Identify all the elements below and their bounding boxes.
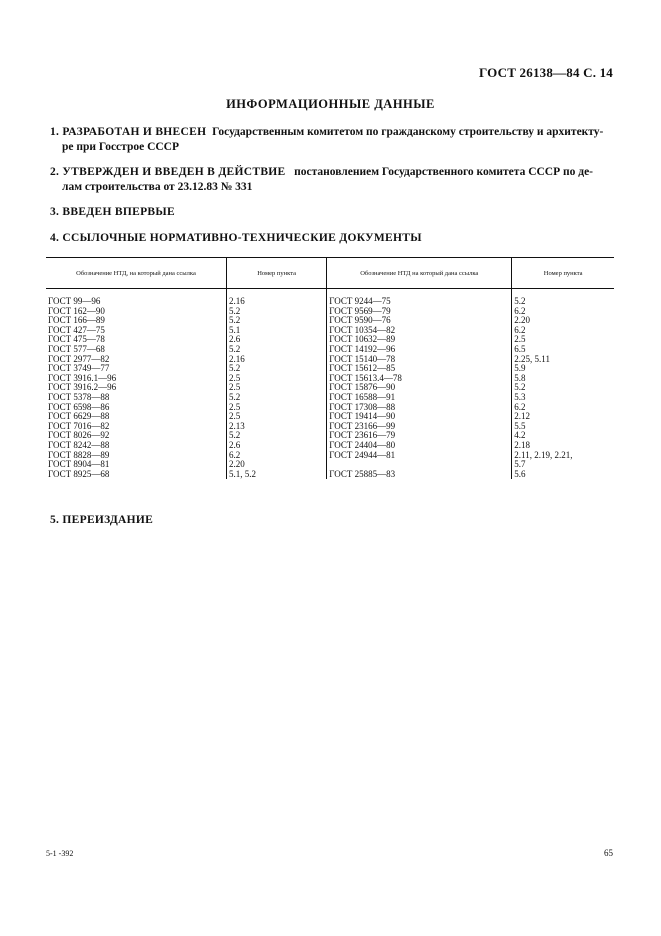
doc-designation-right-cell: ГОСТ 19414—90 <box>327 412 512 422</box>
table-header-row <box>46 258 614 289</box>
doc-designation-right-cell: ГОСТ 17308—88 <box>327 403 512 413</box>
table-row <box>46 470 614 480</box>
clause-number-right-cell: 5.6 <box>514 468 526 479</box>
doc-designation-left-cell: ГОСТ 7016—82 <box>46 422 226 432</box>
doc-designation-left-cell: ГОСТ 99—96 <box>46 289 226 307</box>
clause-number-right-cell: 5.2 <box>514 296 526 306</box>
doc-designation-right-cell: ГОСТ 23166—99 <box>327 422 512 432</box>
doc-designation-left-cell: ГОСТ 8242—88 <box>46 441 226 451</box>
clause-number-right-cell: 6.2 <box>514 401 526 412</box>
clause-number-left-cell: 2.5 <box>226 403 326 413</box>
doc-designation-left-cell: ГОСТ 8904—81 <box>46 460 226 470</box>
doc-designation-right-cell: ГОСТ 24944—81 <box>327 451 512 461</box>
page-number: 65 <box>604 848 613 858</box>
clause-number-left-cell: 2.20 <box>226 460 326 470</box>
section-1-text-line1: Государственным комитетом по гражданскому строительству и архитекту- <box>212 126 604 138</box>
clause-number-left-cell: 5.2 <box>226 364 326 374</box>
clause-number-right-cell: 2.5 <box>514 334 526 345</box>
clause-number-left-cell: 2.5 <box>226 383 326 393</box>
table-body <box>46 289 614 480</box>
clause-number-left-cell: 5.1, 5.2 <box>226 470 326 480</box>
page-header-title: ГОСТ 26138—84 С. 14 <box>479 65 613 80</box>
clause-number-left-cell: 5.2 <box>226 345 326 355</box>
document-title: ИНФОРМАЦИОННЫЕ ДАННЫЕ <box>226 97 435 111</box>
clause-number-right-cell: 5.9 <box>514 363 526 374</box>
section-3-label: 3. ВВЕДЕН ВПЕРВЫЕ <box>50 206 175 218</box>
clause-number-right-cell: 2.20 <box>514 315 531 326</box>
clause-number-left-cell: 2.16 <box>226 289 326 307</box>
section-2-label: 2. УТВЕРЖДЕН И ВВЕДЕН В ДЕЙСТВИЕ <box>50 166 286 178</box>
table-row <box>46 451 614 461</box>
doc-designation-left-cell: ГОСТ 3749—77 <box>46 364 226 374</box>
section-first-introduced <box>50 205 615 220</box>
doc-designation-right-cell: ГОСТ 9244—75 <box>327 289 512 307</box>
clause-number-left-cell: 2.6 <box>226 335 326 345</box>
doc-designation-left-cell: ГОСТ 162—90 <box>46 307 226 317</box>
clause-number-left-cell: 5.2 <box>226 307 326 317</box>
doc-designation-right-cell: ГОСТ 23616—79 <box>327 431 512 441</box>
section-developed <box>50 125 615 155</box>
clause-number-right-cell: 5.8 <box>514 372 526 383</box>
doc-designation-left-cell: ГОСТ 6629—88 <box>46 412 226 422</box>
section-5-label: 5. ПЕРЕИЗДАНИЕ <box>50 514 154 526</box>
clause-number-right-cell: 6.2 <box>514 305 526 316</box>
clause-number-left-cell: 5.2 <box>226 431 326 441</box>
clause-number-right-cell: 2.12 <box>514 411 531 422</box>
header-clause-number-right: Номер пункта <box>512 258 614 289</box>
doc-designation-left-cell: ГОСТ 5378—88 <box>46 393 226 403</box>
doc-designation-left-cell: ГОСТ 8026—92 <box>46 431 226 441</box>
reference-documents-table <box>46 257 614 479</box>
doc-designation-right-cell: ГОСТ 24404—80 <box>327 441 512 451</box>
doc-designation-left-cell: ГОСТ 166—89 <box>46 316 226 326</box>
clause-number-left-cell: 5.2 <box>226 393 326 403</box>
section-approved <box>50 165 615 195</box>
section-4-label: 4. ССЫЛОЧНЫЕ НОРМАТИВНО-ТЕХНИЧЕСКИЕ ДОКУМЕНТЫ <box>50 232 422 244</box>
doc-designation-right-cell: ГОСТ 10354—82 <box>327 326 512 336</box>
clause-number-left-cell: 5.1 <box>226 326 326 336</box>
footer-print-code: 5-1 -392 <box>46 849 74 858</box>
doc-designation-left-cell: ГОСТ 3916.1—96 <box>46 374 226 384</box>
clause-number-right-cell: 6.5 <box>514 343 526 354</box>
doc-designation-left-cell: ГОСТ 427—75 <box>46 326 226 336</box>
table-row <box>46 289 614 307</box>
doc-designation-right-cell: ГОСТ 25885—83 <box>327 470 512 480</box>
section-2-text-line1: постановлением Государственного комитета СССР по де- <box>294 166 594 178</box>
section-reference-documents <box>50 231 615 246</box>
doc-designation-right-cell: ГОСТ 9569—79 <box>327 307 512 317</box>
section-1-label: 1. РАЗРАБОТАН И ВНЕСЕН <box>50 126 207 138</box>
doc-designation-left-cell: ГОСТ 3916.2—96 <box>46 383 226 393</box>
clause-number-left-cell: 6.2 <box>226 451 326 461</box>
clause-number-right-cell: 6.2 <box>514 324 526 335</box>
doc-designation-left-cell: ГОСТ 8925—68 <box>46 470 226 480</box>
header-doc-designation-left: Обозначение НТД, на который дана ссылка <box>46 258 226 289</box>
doc-designation-left-cell: ГОСТ 6598—86 <box>46 403 226 413</box>
doc-designation-left-cell: ГОСТ 577—68 <box>46 345 226 355</box>
clause-number-right-cell: 4.2 <box>514 430 526 441</box>
header-clause-number-left: Номер пункта <box>226 258 326 289</box>
clause-number-left-cell: 2.16 <box>226 355 326 365</box>
clause-number-right-cell: 5.3 <box>514 391 526 402</box>
clause-number-left-cell: 2.5 <box>226 412 326 422</box>
doc-designation-right-cell: ГОСТ 14192—96 <box>327 345 512 355</box>
header-doc-designation-right: Обозначение НТД на который дана ссылка <box>327 258 512 289</box>
doc-designation-right-cell: ГОСТ 10632—89 <box>327 335 512 345</box>
doc-designation-right-cell: ГОСТ 16588—91 <box>327 393 512 403</box>
clause-number-right-cell: 5.5 <box>514 420 526 431</box>
doc-designation-right-cell: ГОСТ 15612—85 <box>327 364 512 374</box>
clause-number-left-cell: 2.6 <box>226 441 326 451</box>
doc-designation-left-cell: ГОСТ 475—78 <box>46 335 226 345</box>
doc-designation-left-cell: ГОСТ 2977—82 <box>46 355 226 365</box>
doc-designation-right-cell: ГОСТ 15876—90 <box>327 383 512 393</box>
doc-designation-right-cell: ГОСТ 15613.4—78 <box>327 374 512 384</box>
clause-number-left-cell: 2.5 <box>226 374 326 384</box>
clause-number-right-cell: 5.2 <box>514 382 526 393</box>
doc-designation-right-cell: ГОСТ 9590—76 <box>327 316 512 326</box>
section-reissue <box>50 513 615 528</box>
clause-number-right-cell: 2.25, 5.11 <box>514 353 550 364</box>
clause-number-right-cell: 5.7 <box>514 459 526 470</box>
clause-number-left-cell: 5.2 <box>226 316 326 326</box>
doc-designation-left-cell: ГОСТ 8828—89 <box>46 451 226 461</box>
clause-number-right-cell: 2.18 <box>514 439 531 450</box>
clause-number-left-cell: 2.13 <box>226 422 326 432</box>
section-1-text-line2: ре при Госстрое СССР <box>62 141 180 153</box>
section-2-text-line2: лам строительства от 23.12.83 № 331 <box>62 181 253 193</box>
clause-number-right-cell: 2.11, 2.19, 2.21, <box>514 449 573 460</box>
doc-designation-right-cell: ГОСТ 15140—78 <box>327 355 512 365</box>
